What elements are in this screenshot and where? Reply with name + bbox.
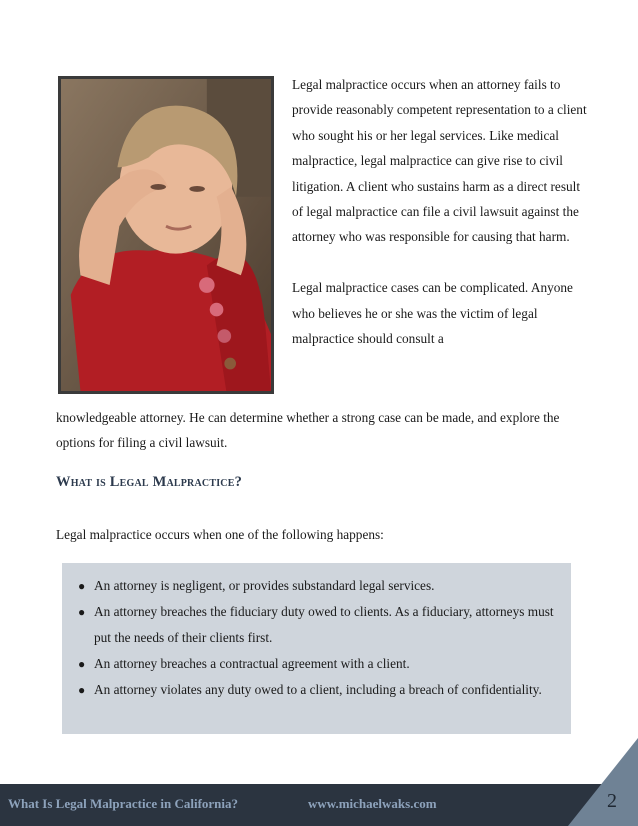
section-heading: What is Legal Malpractice?	[56, 474, 243, 490]
bullet-icon: ●	[78, 683, 86, 697]
bullet-icon: ●	[78, 579, 86, 593]
list-item-text: An attorney breaches a contractual agreement with a client.	[94, 656, 410, 671]
list-item	[76, 677, 557, 703]
list-item	[76, 573, 557, 599]
footer-url[interactable]: www.michaelwaks.com	[308, 796, 437, 811]
intro-text-right	[292, 72, 592, 377]
malpractice-list	[76, 573, 557, 703]
bullet-icon: ●	[78, 657, 86, 671]
list-item	[76, 651, 557, 677]
list-item-text: An attorney is negligent, or provides substandard legal services.	[94, 578, 435, 593]
intro-paragraph-1: Legal malpractice occurs when an attorney fails to provide reasonably competent representation to a client who sought his or her legal services. Like medical malpractice, legal malpractice can give rise to civil litigation. A client who sustains harm as a direct result of legal malpractice can file a civil lawsuit against the attorney who was responsible for causing that harm.	[292, 77, 587, 245]
corner-triangle-decoration	[568, 738, 638, 826]
intro-paragraph-2-start: Legal malpractice cases can be complicated. Anyone who believes he or she was the victim of legal malpractice should consult a	[292, 280, 573, 347]
list-item-text: An attorney breaches the fiduciary duty owed to clients. As a fiduciary, attorneys must put the needs of their clients first.	[94, 604, 554, 645]
list-item-text: An attorney violates any duty owed to a client, including a breach of confidentiality.	[94, 682, 542, 697]
intro-paragraph-2-end: knowledgeable attorney. He can determine whether a strong case can be made, and explore the options for filing a civil lawsuit.	[56, 410, 560, 451]
section-lead: Legal malpractice occurs when one of the following happens:	[56, 527, 384, 542]
footer-title: What Is Legal Malpractice in California?	[8, 796, 239, 811]
page-number: 2	[607, 790, 617, 812]
malpractice-list-box	[62, 563, 571, 734]
bullet-icon: ●	[78, 605, 86, 619]
photo-distressed-woman	[58, 76, 274, 394]
list-item	[76, 599, 557, 651]
woman-photo-illustration	[61, 79, 271, 391]
